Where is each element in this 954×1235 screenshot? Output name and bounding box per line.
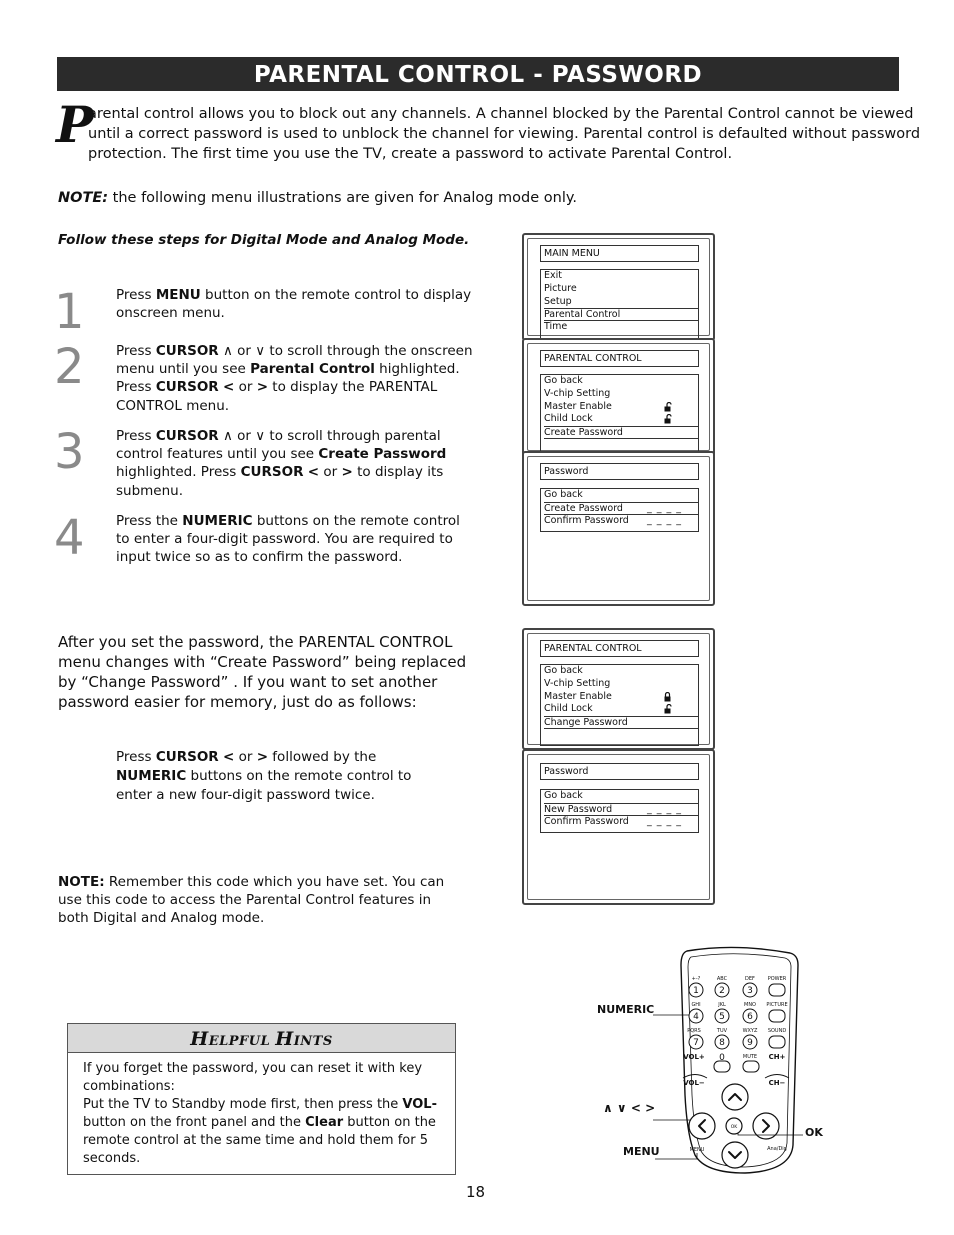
locked-icon [664, 692, 672, 702]
intro-line-3: protection. The first time you use the TV, create a password to activate Parental Control. [88, 146, 733, 162]
menu-item-setup[interactable]: Setup [544, 295, 572, 307]
parental-control-title: PARENTAL CONTROL [540, 640, 699, 657]
key-label: MNO [744, 1002, 756, 1008]
cursor-up-button[interactable] [722, 1084, 748, 1110]
note-text: the following menu illustrations are given for Analog mode only. [108, 190, 577, 206]
key-label: MUTE [742, 1054, 758, 1060]
password-list [540, 488, 699, 532]
sound-button[interactable] [769, 1036, 785, 1048]
svg-text:2: 2 [719, 986, 725, 996]
menu-item-confirm-password[interactable]: Confirm Password _ _ _ _ [544, 514, 683, 526]
helpful-hints-box [67, 1023, 456, 1175]
menu-item-child-lock[interactable]: Child Lock [544, 703, 698, 716]
main-menu-title: MAIN MENU [540, 245, 699, 262]
follow-steps-heading: Follow these steps for Digital Mode and Analog Mode. [58, 232, 470, 248]
key-label: +-? [691, 976, 701, 982]
menu-item-parental-control[interactable]: Parental Control [544, 308, 698, 321]
menu-item-go-back[interactable]: Go back [544, 375, 583, 386]
key-label: DEF [745, 976, 755, 982]
password-placeholder: _ _ _ _ [647, 815, 683, 827]
password-title: Password [540, 463, 699, 480]
parental-control-title: PARENTAL CONTROL [540, 350, 699, 367]
menu-item-exit[interactable]: Exit [544, 270, 562, 281]
note-remember-code: NOTE: Remember this code which you have set. You can use this code to access the Parental Control features in both Digital and Analog mode. [58, 874, 445, 926]
menu-item-picture[interactable]: Picture [544, 282, 577, 294]
key-label: JKL [718, 1002, 726, 1008]
helpful-hints-text: If you forget the password, you can reset it with key combinations: Put the TV to Standby mode first, then press the VOL- button on the front panel and the Clear button on the remote control at the same time and hold them for 5 seconds. [83, 1061, 437, 1166]
ok-label: OK [805, 1126, 823, 1139]
step-1-text: Press MENU button on the remote control to display onscreen menu. [116, 287, 472, 322]
main-menu-list [540, 269, 699, 339]
parental-control-screen-2 [522, 628, 715, 750]
after-password-text: After you set the password, the PARENTAL CONTROL menu changes with “Create Password” being replaced by “Change Password” . If you want to set another password easier for memory, just do as follows: [58, 633, 467, 711]
change-password-instruction: Press CURSOR < or > followed by the NUMERIC buttons on the remote control to enter a new four-digit password twice. [116, 749, 412, 803]
svg-text:8: 8 [719, 1038, 725, 1048]
key-label: MENU [689, 1147, 705, 1153]
svg-text:0: 0 [719, 1053, 725, 1063]
picture-button[interactable] [769, 1010, 785, 1022]
password-placeholder: _ _ _ _ [647, 514, 683, 526]
drop-cap: P [56, 95, 94, 154]
menu-item-create-password[interactable]: Create Password _ _ _ _ [544, 502, 698, 515]
menu-item-child-lock[interactable]: Child Lock [544, 413, 698, 426]
note-label: NOTE: [58, 190, 109, 206]
svg-text:4: 4 [693, 1012, 699, 1022]
menu-item-master-enable[interactable]: Master Enable [544, 401, 698, 414]
menu-item-go-back[interactable]: Go back [544, 489, 583, 500]
menu-item-confirm-password[interactable]: Confirm Password _ _ _ _ [544, 815, 683, 827]
menu-item-go-back[interactable]: Go back [544, 665, 583, 676]
svg-text:9: 9 [747, 1038, 753, 1048]
key-label: ABC [716, 976, 728, 982]
ch-plus-button[interactable]: CH+ [768, 1053, 786, 1061]
step-4-text: Press the NUMERIC buttons on the remote control to enter a four-digit password. You are required to input twice so as to confirm the password. [116, 513, 460, 566]
note-analog [58, 190, 577, 206]
key-label: PQRS [687, 1028, 701, 1034]
unlocked-icon [664, 402, 672, 412]
password-placeholder: _ _ _ _ [647, 803, 683, 815]
password-screen-2 [522, 749, 715, 905]
menu-item-create-password[interactable]: Create Password [544, 426, 698, 439]
key-label: TUV [716, 1028, 728, 1034]
svg-text:1: 1 [693, 986, 699, 996]
key-label: Ana/Dig [767, 1146, 787, 1152]
step-number-3: 3 [54, 424, 85, 480]
password-title: Password [540, 763, 699, 780]
svg-text:3: 3 [747, 986, 753, 996]
menu-item-vchip-setting[interactable]: V-chip Setting [544, 677, 611, 689]
vol-plus-button[interactable]: VOL+ [683, 1053, 705, 1061]
unlocked-icon [664, 704, 672, 714]
intro-line-2: until a correct password is used to unblock the channel for viewing. Parental control is defaulted without password [88, 126, 921, 142]
page-title: PARENTAL CONTROL - PASSWORD [253, 62, 703, 88]
svg-text:5: 5 [719, 1012, 725, 1022]
step-number-1: 1 [54, 284, 85, 340]
menu-item-vchip-setting[interactable]: V-chip Setting [544, 387, 611, 399]
title-bar [57, 57, 899, 91]
parental-control-screen-1 [522, 338, 715, 456]
menu-item-time[interactable]: Time [544, 321, 568, 333]
svg-text:OK: OK [730, 1125, 738, 1130]
password-screen-1 [522, 451, 715, 606]
main-menu-screen [522, 233, 715, 341]
menu-item-new-password[interactable]: New Password _ _ _ _ [544, 803, 698, 816]
parental-control-list [540, 664, 699, 746]
intro-line-1: arental control allows you to block out any channels. A channel blocked by the Parental Control cannot be viewed [88, 106, 914, 122]
parental-control-list [540, 374, 699, 452]
menu-item-go-back[interactable]: Go back [544, 790, 583, 801]
svg-text:6: 6 [747, 1012, 753, 1022]
key-label: WXYZ [742, 1028, 758, 1034]
step-2-text: Press CURSOR ∧ or ∨ to scroll through the onscreen menu until you see Parental Control highlighted. Press CURSOR < or > to display the PARENTAL CONTROL menu. [116, 343, 473, 414]
page-number: 18 [466, 1183, 486, 1201]
numeric-label: NUMERIC [597, 1003, 655, 1016]
menu-item-master-enable[interactable]: Master Enable [544, 691, 698, 704]
key-label: SOUND [767, 1028, 787, 1034]
mute-button[interactable] [743, 1061, 759, 1072]
step-3-text: Press CURSOR ∧ or ∨ to scroll through parental control features until you see Create Password highlighted. Press CURSOR < or > to display its submenu. [116, 428, 447, 499]
key-label: GHI [691, 1002, 701, 1008]
key-label: POWER [767, 976, 787, 982]
menu-label: MENU [623, 1145, 660, 1158]
cursor-arrows-label: ∧ ∨ < > [603, 1101, 656, 1115]
cursor-down-button[interactable] [722, 1142, 748, 1168]
power-button[interactable] [769, 984, 785, 996]
vol-minus-button[interactable]: VOL− [683, 1079, 705, 1087]
unlocked-icon [664, 414, 672, 424]
ch-minus-button[interactable]: CH− [768, 1079, 786, 1087]
svg-text:7: 7 [693, 1038, 699, 1048]
key-label: PICTURE [766, 1002, 788, 1008]
password-placeholder: _ _ _ _ [647, 502, 683, 514]
menu-item-change-password[interactable]: Change Password [544, 716, 698, 729]
step-number-2: 2 [54, 339, 85, 395]
helpful-hints-title: HELPFUL HINTS [68, 1024, 455, 1053]
password-list [540, 789, 699, 833]
step-number-4: 4 [54, 510, 85, 566]
cursor-left-button[interactable] [689, 1113, 715, 1139]
